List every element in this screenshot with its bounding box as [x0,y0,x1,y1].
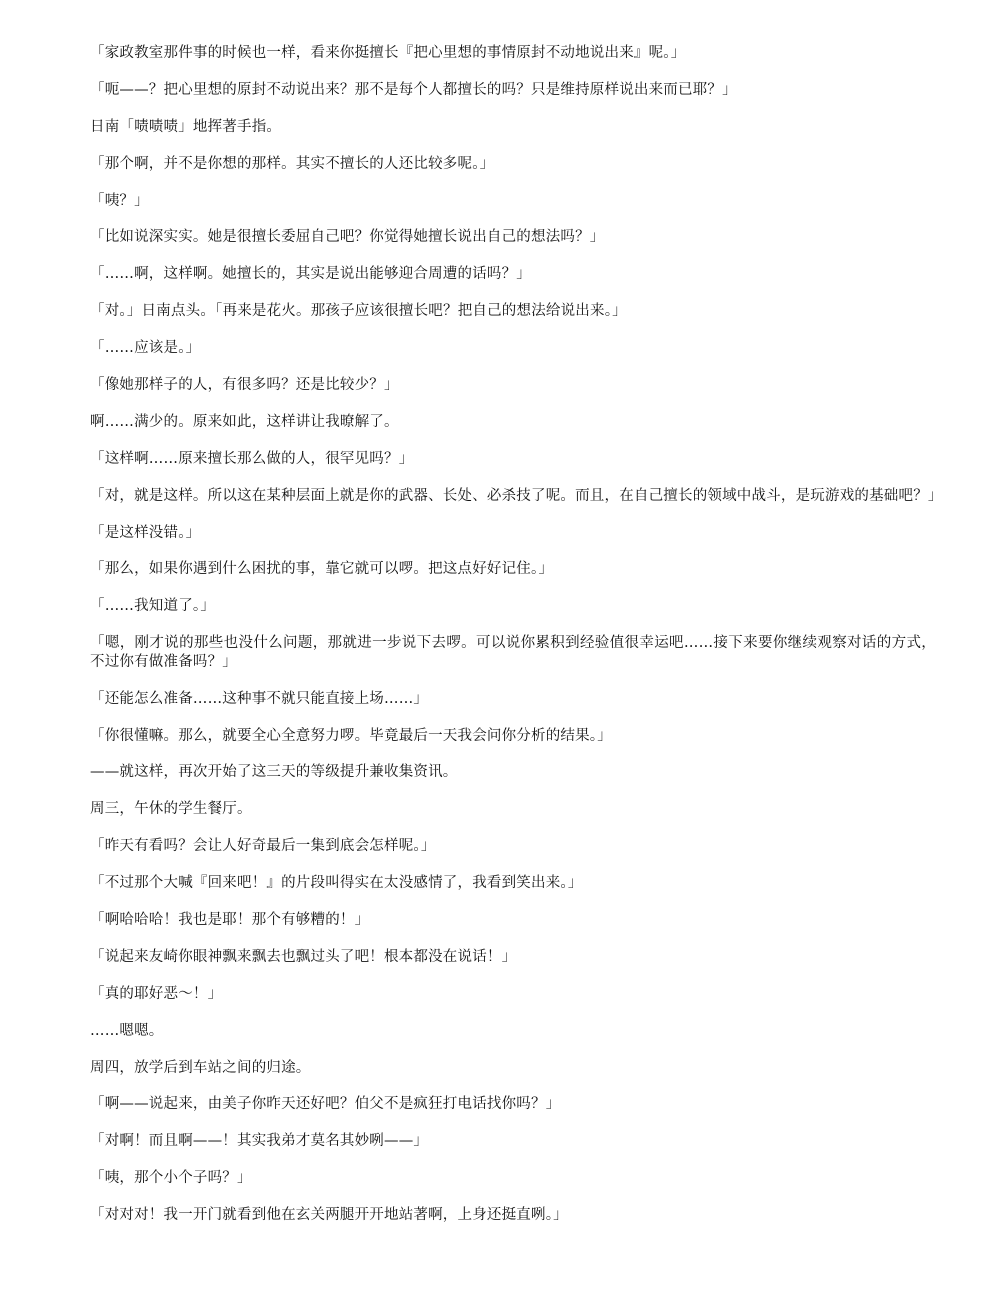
paragraph: 「这样啊……原来擅长那么做的人，很罕见吗？」 [90,450,414,467]
paragraph: ——就这样，再次开始了这三天的等级提升兼收集资讯。 [90,764,458,781]
paragraph: 「啊——说起来，由美子你昨天还好吧？伯父不是疯狂打电话找你吗？」 [90,1096,561,1113]
paragraph: 「是这样没错。」 [90,524,201,541]
paragraph: 「咦？」 [90,192,149,209]
body-text [90,44,943,1225]
paragraph: 「对对对！我一开门就看到他在玄关两腿开开地站著啊，上身还挺直咧。」 [90,1207,568,1224]
paragraph: 周四，放学后到车站之间的归途。 [90,1059,311,1076]
paragraph: 「比如说深实实。她是很擅长委屈自己吧？你觉得她擅长说出自己的想法吗？」 [90,229,605,246]
paragraph: 「啊哈哈哈！我也是耶！那个有够糟的！」 [90,911,370,928]
paragraph: 「……我知道了。」 [90,598,216,615]
paragraph: 「对。」日南点头。「再来是花火。那孩子应该很擅长吧？把自己的想法给说出来。」 [90,303,627,320]
paragraph: 「不过那个大喊『回来吧！』的片段叫得实在太没感情了，我看到笑出来。」 [90,875,583,892]
paragraph: 周三，午休的学生餐厅。 [90,801,252,818]
paragraph: 「那么，如果你遇到什么困扰的事，靠它就可以啰。把这点好好记住。」 [90,561,554,578]
paragraph: 「你很懂嘛。那么，就要全心全意努力啰。毕竟最后一天我会问你分析的结果。」 [90,727,612,744]
paragraph: 「昨天有看吗？会让人好奇最后一集到底会怎样呢。」 [90,838,436,855]
paragraph: 「呃——？把心里想的原封不动说出来？那不是每个人都擅长的吗？只是维持原样说出来而已耶？」 [90,81,737,98]
paragraph: 「还能怎么准备……这种事不就只能直接上场……」 [90,690,429,707]
paragraph: 「说起来友崎你眼神飘来飘去也飘过头了吧！根本都没在说话！」 [90,948,517,965]
paragraph: 「家政教室那件事的时候也一样，看来你挺擅长『把心里想的事情原封不动地说出来』呢。」 [90,45,686,61]
paragraph: 啊……满少的。原来如此，这样讲让我暸解了。 [90,413,399,430]
paragraph: 「对，就是这样。所以这在某种层面上就是你的武器、长处、必杀技了呢。而且，在自己擅长的领域中战斗，是玩游戏的基础吧？」 [90,487,943,504]
paragraph: ……嗯嗯。 [90,1022,164,1039]
paragraph: 「像她那样子的人，有很多吗？还是比较少？」 [90,377,399,394]
paragraph: 「那个啊，并不是你想的那样。其实不擅长的人还比较多呢。」 [90,155,495,172]
paragraph: 「对啊！而且啊——！其实我弟才莫名其妙咧——」 [90,1133,429,1150]
paragraph: 「咦，那个小个子吗？」 [90,1170,252,1187]
paragraph: 「……应该是。」 [90,340,201,357]
paragraph: 「……啊，这样啊。她擅长的，其实是说出能够迎合周遭的话吗？」 [90,266,531,283]
paragraph: 日南「啧啧啧」地挥著手指。 [90,118,282,135]
paragraph: 「真的耶好恶～！」 [90,985,223,1002]
paragraph: 「嗯，刚才说的那些也没什么问题，那就进一步说下去啰。可以说你累积到经验值很幸运吧……接下来要你继续观察对话的方式，不过你有做准备吗？」 [90,635,936,670]
